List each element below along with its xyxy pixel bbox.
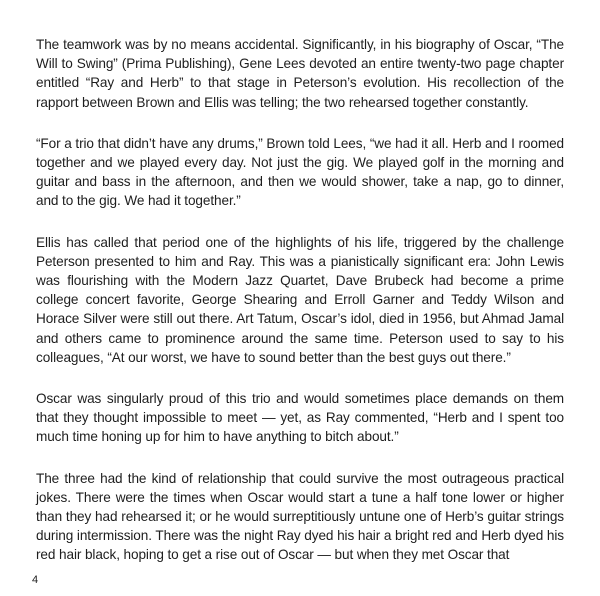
- page-number: 4: [32, 574, 39, 586]
- paragraph-2: “For a trio that didn’t have any drums,” Brown told Lees, “we had it all. Herb and I roomed together and we played every day. Not just the gig. We played golf in the morning and guitar and bass in the afternoon, and then we would shower, take a nap, go to dinner, and to the gig. We had it together.”: [36, 135, 564, 209]
- paragraph-3: Ellis has called that period one of the highlights of his life, triggered by the challenge Peterson presented to him and Ray. This was a pianistically significant era: John Lewis was flourishing with the Modern Jazz Quartet, Dave Brubeck had become a prime college concert favorite, George Shearing and Erroll Garner and Teddy Wilson and Horace Silver were still out there. Art Tatum, Oscar’s idol, died in 1956, but Ahmad Jamal and others came to prominence around the same time. Peterson used to say to his colleagues, “At our worst, we have to sound better than the best guys out there.”: [36, 234, 564, 365]
- paragraph-4: Oscar was singularly proud of this trio and would sometimes place demands on them that they thought impossible to meet — yet, as Ray commented, “Herb and I spent too much time honing up for him to have anything to bitch about.”: [36, 391, 564, 445]
- paragraph-1: The teamwork was by no means accidental. Significantly, in his biography of Oscar, “The Will to Swing” (Prima Publishing), Gene Lees devoted an entire twenty-two page chapter entitled “Ray and Herb” to that stage in Peterson’s evolution. His recollection of the rapport between Brown and Ellis was telling; the two rehearsed together constantly.: [36, 37, 564, 110]
- paragraph-5: The three had the kind of relationship that could survive the most outrageous practical jokes. There were the times when Oscar would start a tune a half tone lower or higher than they had rehearsed it; or he would surreptitiously untune one of Herb’s guitar strings during intermission. There was the night Ray dyed his hair a bright red and Herb dyed his red hair black, hoping to get a rise out of Oscar — but when they met Oscar that: [36, 470, 564, 563]
- document-page: [36, 35, 564, 587]
